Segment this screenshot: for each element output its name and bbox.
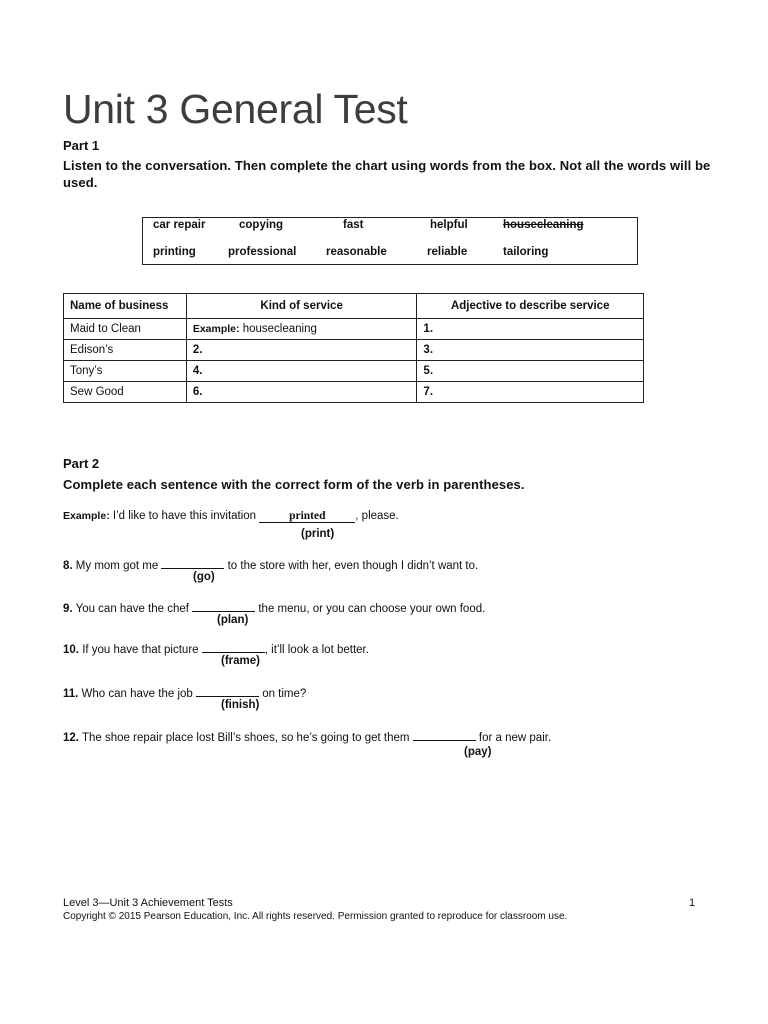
table-row [64,361,644,382]
sentence-text: The shoe repair place lost Bill’s shoes, so he’s going to get them [79,732,413,744]
page-number: 1 [689,897,696,909]
answer-number: 7. [417,382,644,403]
answer-blank[interactable] [413,729,476,741]
word-box-word: helpful [430,219,468,231]
service-chart [63,293,644,403]
question-11 [63,685,306,700]
word-box-word: tailoring [503,246,549,258]
question-8 [63,557,478,572]
verb-hint: (go) [193,571,215,583]
word-box-word: printing [153,246,196,258]
verb-hint: (frame) [221,655,260,667]
word-box-word: reliable [427,246,468,258]
sentence-text: You can have the chef [72,603,193,615]
part2-instructions: Complete each sentence with the correct form of the verb in parentheses. [63,477,525,492]
sentence-text: on time? [259,688,307,700]
question-number: 9. [63,603,73,615]
page-title: Unit 3 General Test [63,86,408,132]
sentence-text: Who can have the job [78,688,196,700]
question-9 [63,600,485,615]
verb-hint: (print) [301,528,335,540]
example-label: Example: [192,323,240,335]
word-box [142,217,638,265]
verb-hint: (finish) [221,699,260,711]
question-number: 12. [63,732,79,744]
question-number: 11. [63,688,79,700]
answer-number: 6. [186,382,417,403]
sentence-text: the menu, or you can choose your own food. [255,603,486,615]
example-answer: printed [259,510,355,523]
example-label: Example: [63,510,110,522]
answer-number: 3. [417,340,644,361]
sentence-text: for a new pair. [475,732,552,744]
example-sentence [63,510,399,523]
answer-number: 1. [417,319,644,340]
sentence-text: I’d like to have this invitation [109,510,260,522]
answer-blank[interactable] [202,641,265,653]
answer-blank[interactable] [161,557,224,569]
answer-number: 4. [186,361,417,382]
word-box-word: fast [343,219,364,231]
column-header: Name of business [64,294,187,319]
part1-instructions: Listen to the conversation. Then complete the chart using words from the box. Not all the words will be used. [63,158,711,190]
word-box-word: professional [228,246,297,258]
question-12 [63,729,551,744]
question-number: 10. [63,644,79,656]
sentence-text: , please. [355,510,399,522]
sentence-text: My mom got me [72,560,162,572]
column-header: Kind of service [186,294,417,319]
sentence-text: If you have that picture [79,644,202,656]
word-box-word: reasonable [326,246,387,258]
question-10 [63,641,369,656]
answer-number: 2. [186,340,417,361]
word-box-word-struck: housecleaning [503,219,584,231]
table-row [64,340,644,361]
sentence-text: , it’ll look a lot better. [264,644,369,656]
table-row [64,382,644,403]
answer-number: 5. [417,361,644,382]
table-row [64,319,644,340]
verb-hint: (pay) [464,746,492,758]
footer-title: Level 3—Unit 3 Achievement Tests [63,897,233,909]
word-box-word: car repair [153,219,206,231]
answer-blank[interactable] [196,685,259,697]
sentence-text: to the store with her, even though I didn’t want to. [224,560,479,572]
service-example-cell [186,319,417,340]
copyright: Copyright © 2015 Pearson Education, Inc. All rights reserved. Permission granted to reproduce for classroom use. [63,911,568,922]
business-name: Tony’s [64,361,187,382]
business-name: Sew Good [64,382,187,403]
table-header-row [64,294,644,319]
business-name: Maid to Clean [64,319,187,340]
example-service: housecleaning [242,323,317,335]
verb-hint: (plan) [217,614,249,626]
word-box-word: copying [239,219,284,231]
question-number: 8. [63,560,73,572]
column-header: Adjective to describe service [417,294,644,319]
business-name: Edison’s [64,340,187,361]
part2-label: Part 2 [63,456,100,471]
answer-blank[interactable] [192,600,255,612]
part1-label: Part 1 [63,138,100,153]
